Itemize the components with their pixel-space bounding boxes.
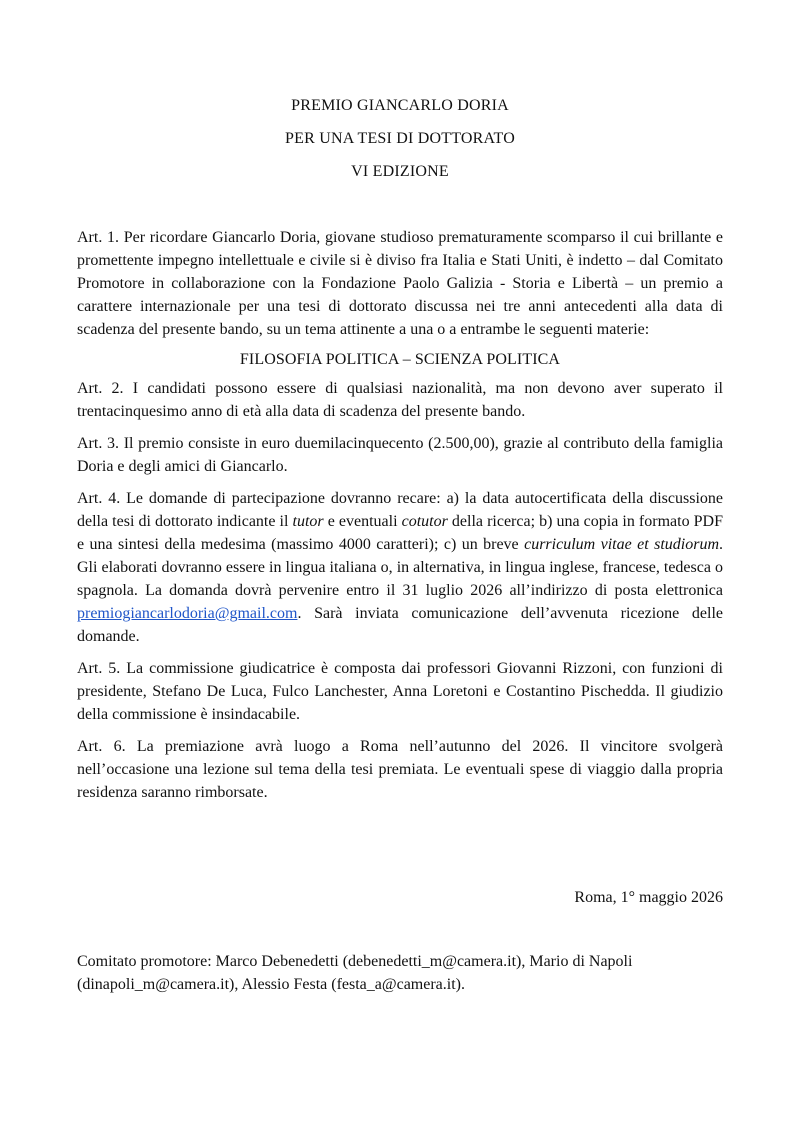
article-4-text-1: Art. 4. Le domande di partecipazione dovranno recare: a) la data autocertificata della discussione della tesi di dottorato indicante il <box>77 490 723 530</box>
article-4 <box>77 487 723 648</box>
title-edition: VI EDIZIONE <box>351 163 449 180</box>
subjects-heading: FILOSOFIA POLITICA – SCIENZA POLITICA <box>239 351 561 368</box>
title-block <box>0 94 800 193</box>
article-2: Art. 2. I candidati possono essere di qualsiasi nazionalità, ma non devono aver superato il trentacinquesimo anno di età alla data di scadenza del presente bando. <box>77 380 723 420</box>
title-prize-name: PREMIO GIANCARLO DORIA <box>291 97 509 114</box>
article-6: Art. 6. La premiazione avrà luogo a Roma nell’autunno del 2026. Il vincitore svolgerà nell’occasione una lezione sul tema della tesi premiata. Le eventuali spese di viaggio dalla propria residenza saranno rimborsate. <box>77 738 723 801</box>
place-date: Roma, 1° maggio 2026 <box>574 889 723 906</box>
article-5: Art. 5. La commissione giudicatrice è composta dai professori Giovanni Rizzoni, con funzioni di presidente, Stefano De Luca, Fulco Lanchester, Anna Loretoni e Costantino Pischedda. Il giudizio della commissione è insindacabile. <box>77 660 723 723</box>
article-3: Art. 3. Il premio consiste in euro duemilacinquecento (2.500,00), grazie al contributo della famiglia Doria e degli amici di Giancarlo. <box>77 435 723 475</box>
article-4-text-3: della ricerca; b) una copia in formato PDF e una sintesi della medesima (massimo 4000 caratteri); c) un breve <box>77 513 723 553</box>
article-4-text-2: e eventuali <box>323 513 402 530</box>
tutor-term: tutor <box>292 513 324 530</box>
title-subtitle: PER UNA TESI DI DOTTORATO <box>285 130 515 147</box>
article-4-text-5: . Sarà inviata comunicazione dell’avvenuta ricezione delle domande. <box>77 605 723 645</box>
article-4-text-4: . Gli elaborati dovranno essere in lingua italiana o, in alternativa, in lingua inglese, francese, tedesca o spagnola. La domanda dovrà pervenire entro il 31 luglio 2026 all’indirizzo di posta elettronica <box>77 536 724 599</box>
curriculum-term: curriculum vitae et studiorum <box>524 536 720 553</box>
document-body <box>77 226 723 813</box>
submission-email-link[interactable]: premiogiancarlodoria@gmail.com <box>77 605 298 622</box>
promoting-committee: Comitato promotore: Marco Debenedetti (debenedetti_m@camera.it), Mario di Napoli (dinapoli_m@camera.it), Alessio Festa (festa_a@camera.it). <box>77 953 633 993</box>
article-1: Art. 1. Per ricordare Giancarlo Doria, giovane studioso prematuramente scomparso il cui brillante e promettente impegno intellettuale e civile si è diviso fra Italia e Stati Uniti, è indetto – dal Comitato Promotore in collaborazione con la Fondazione Paolo Galizia - Storia e Libertà – un premio a carattere internazionale per una tesi di dottorato discussa nei tre anni antecedenti alla data di scadenza del presente bando, su un tema attinente a una o a entrambe le seguenti materie: <box>77 229 723 338</box>
cotutor-term: cotutor <box>401 513 448 530</box>
